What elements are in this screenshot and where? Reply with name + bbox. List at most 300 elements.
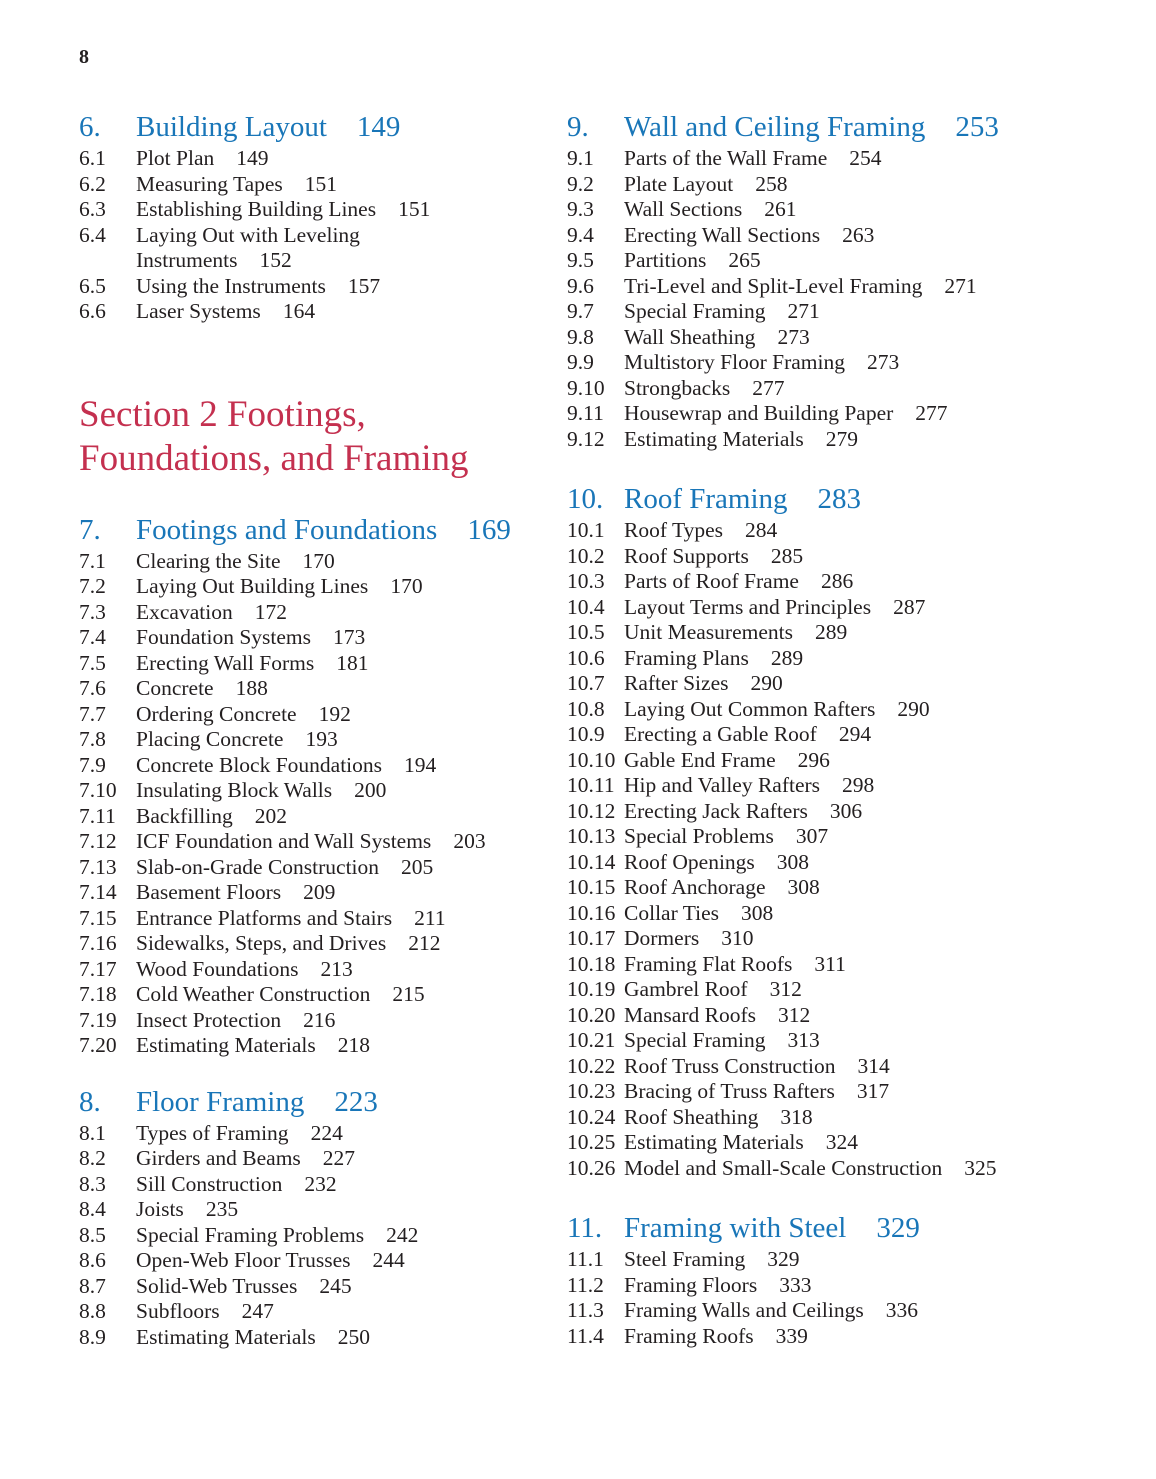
toc-entry[interactable] <box>79 197 549 223</box>
entry-body <box>624 926 1037 952</box>
toc-entry[interactable] <box>79 702 549 728</box>
entry-number: 7.18 <box>79 982 117 1006</box>
entry-number: 10.6 <box>567 645 605 670</box>
entry-page: 290 <box>750 671 783 695</box>
entry-title: Erecting Wall Forms <box>136 650 315 675</box>
toc-entry[interactable] <box>567 1130 1037 1156</box>
entry-number: 7.4 <box>79 625 106 649</box>
entry-body <box>624 773 1037 799</box>
toc-entry[interactable] <box>567 427 1037 453</box>
toc-entry[interactable] <box>567 850 1037 876</box>
toc-entry[interactable] <box>567 1079 1037 1105</box>
chapter-9 <box>567 108 1037 452</box>
toc-entry[interactable] <box>79 1248 549 1274</box>
entry-number: 7.20 <box>79 1033 117 1057</box>
entry-page: 172 <box>254 599 287 624</box>
entry-number: 10.21 <box>567 1028 616 1052</box>
entry-page: 250 <box>337 1324 370 1349</box>
toc-entry[interactable] <box>567 671 1037 697</box>
entry-page: 336 <box>885 1298 918 1322</box>
entry-body <box>624 1105 1037 1131</box>
toc-entry[interactable] <box>567 1028 1037 1054</box>
entry-title: Estimating Materials <box>136 1033 316 1057</box>
entry-body <box>136 1274 549 1300</box>
entry-page: 149 <box>236 146 269 170</box>
entry-title: Plot Plan <box>136 146 215 170</box>
toc-entry[interactable] <box>567 1247 1037 1273</box>
entry-number: 11.3 <box>567 1298 604 1322</box>
entry-body <box>136 1033 549 1059</box>
toc-entry[interactable] <box>567 544 1037 570</box>
entry-page: 271 <box>944 273 977 298</box>
entry-title: Collar Ties <box>624 900 719 925</box>
chapter-title: Floor Framing <box>136 1085 305 1118</box>
entry-page: 242 <box>386 1222 419 1247</box>
entry-body <box>624 824 1037 850</box>
entry-number: 11.4 <box>567 1323 604 1348</box>
toc-entry[interactable] <box>567 146 1037 172</box>
entry-body <box>624 427 1037 453</box>
entry-page: 218 <box>337 1033 370 1057</box>
toc-entry[interactable] <box>567 875 1037 901</box>
entry-body <box>624 595 1037 621</box>
chapter-page: 149 <box>356 111 401 143</box>
toc-entry[interactable] <box>567 172 1037 198</box>
toc-entry[interactable] <box>567 1054 1037 1080</box>
toc-entry[interactable] <box>79 1274 549 1300</box>
entry-number: 9.3 <box>567 197 594 221</box>
toc-entry[interactable] <box>567 401 1037 427</box>
entry-body <box>136 1299 549 1325</box>
toc-entry[interactable] <box>567 1298 1037 1324</box>
toc-entry[interactable] <box>79 299 549 325</box>
entry-page: 200 <box>354 778 387 802</box>
section-title-line-2: Foundations, and Framing <box>79 437 469 479</box>
entry-page: 306 <box>829 798 863 823</box>
entry-number: 6.1 <box>79 146 106 170</box>
entry-body <box>136 880 549 906</box>
entry-body <box>624 1273 1037 1299</box>
entry-title: Special Framing Problems <box>136 1222 365 1247</box>
entry-title: Laying Out Building Lines <box>136 574 369 598</box>
toc-entry[interactable] <box>79 1146 549 1172</box>
toc-entry[interactable] <box>79 1121 549 1147</box>
toc-entry[interactable] <box>79 804 549 830</box>
toc-entry[interactable] <box>79 855 549 881</box>
entry-number: 7.8 <box>79 727 106 751</box>
entry-title: Cold Weather Construction <box>136 982 371 1006</box>
entry-page: 181 <box>336 650 369 675</box>
toc-entry[interactable] <box>79 880 549 906</box>
entry-title: Model and Small-Scale Construction <box>624 1155 943 1180</box>
entry-number: 10.13 <box>567 824 616 848</box>
entry-title: Joists <box>136 1197 184 1221</box>
toc-entry[interactable] <box>79 957 549 983</box>
entry-body <box>624 1054 1037 1080</box>
toc-entry[interactable] <box>79 753 549 779</box>
entry-body <box>624 1324 1037 1350</box>
entry-body <box>136 1008 549 1034</box>
chapter-heading[interactable] <box>567 108 1037 146</box>
entry-number: 11.1 <box>567 1247 604 1271</box>
entry-number: 10.11 <box>567 773 615 797</box>
chapter-heading[interactable] <box>79 511 549 549</box>
toc-entry[interactable] <box>79 549 549 575</box>
entry-body <box>624 325 1037 351</box>
entry-title: Laying Out Common Rafters <box>624 696 876 721</box>
toc-entry[interactable] <box>567 376 1037 402</box>
chapter-heading[interactable] <box>567 1209 1037 1247</box>
entry-number: 10.18 <box>567 951 616 976</box>
entry-page: 317 <box>856 1079 890 1103</box>
toc-entry[interactable] <box>567 901 1037 927</box>
entry-number: 9.4 <box>567 222 594 247</box>
entry-body <box>136 829 549 855</box>
entry-title: Wall Sheathing <box>624 324 756 349</box>
toc-entry[interactable] <box>79 982 549 1008</box>
toc-entry[interactable] <box>567 646 1037 672</box>
chapter-10 <box>567 480 1037 1181</box>
entry-title: Measuring Tapes <box>136 171 283 196</box>
entry-page: 312 <box>769 977 802 1001</box>
entry-title: Concrete Block Foundations <box>136 752 383 777</box>
entry-page: 192 <box>318 701 351 726</box>
entry-page: 310 <box>721 926 754 950</box>
entry-number: 10.8 <box>567 696 605 721</box>
entry-page: 308 <box>741 900 774 925</box>
entry-page: 170 <box>302 548 335 573</box>
entry-title: Dormers <box>624 926 700 950</box>
entry-title: Framing Walls and Ceilings <box>624 1298 864 1322</box>
entry-body <box>136 172 549 198</box>
entry-title: Wood Foundations <box>136 956 299 981</box>
entry-title: Framing Plans <box>624 645 749 670</box>
entry-body <box>624 1247 1037 1273</box>
entry-body <box>624 1003 1037 1029</box>
entry-title: Estimating Materials <box>136 1324 316 1349</box>
entry-page: 308 <box>776 849 810 874</box>
chapter-8 <box>79 1083 549 1351</box>
entry-number: 7.10 <box>79 778 117 802</box>
entry-number: 9.5 <box>567 248 594 272</box>
entry-body <box>624 799 1037 825</box>
entry-title: Girders and Beams <box>136 1146 301 1170</box>
entry-page: 212 <box>408 931 441 955</box>
chapter-6 <box>79 108 549 325</box>
entry-title: Special Framing <box>624 1028 766 1052</box>
toc-entry[interactable] <box>567 722 1037 748</box>
entry-body <box>136 1248 549 1274</box>
toc-entry[interactable] <box>79 1172 549 1198</box>
toc-entry[interactable] <box>567 824 1037 850</box>
entry-number: 9.8 <box>567 324 594 349</box>
toc-entry[interactable] <box>79 778 549 804</box>
chapter-heading[interactable] <box>79 1083 549 1121</box>
toc-entry[interactable] <box>79 1197 549 1223</box>
entry-number: 8.3 <box>79 1171 106 1196</box>
entry-number: 11.2 <box>567 1272 604 1297</box>
entry-title: Framing Roofs <box>624 1323 754 1348</box>
entry-number: 7.11 <box>79 803 116 828</box>
toc-entry[interactable] <box>567 977 1037 1003</box>
entry-page: 289 <box>814 620 848 644</box>
toc-entry[interactable] <box>79 223 549 274</box>
entry-page: 213 <box>320 956 353 981</box>
entry-page: 271 <box>787 299 820 323</box>
entry-number: 10.19 <box>567 977 616 1001</box>
entry-title: Gambrel Roof <box>624 977 748 1001</box>
entry-number: 9.10 <box>567 375 605 400</box>
entry-title: Slab-on-Grade Construction <box>136 854 380 879</box>
toc-entry[interactable] <box>79 829 549 855</box>
entry-page: 286 <box>820 569 854 593</box>
entry-page: 235 <box>205 1197 239 1221</box>
entry-number: 10.16 <box>567 900 616 925</box>
entry-number: 9.6 <box>567 273 594 298</box>
toc-entry[interactable] <box>79 574 549 600</box>
entry-number: 10.15 <box>567 875 616 899</box>
entry-title: Wall Sections <box>624 197 743 221</box>
toc-entry[interactable] <box>567 518 1037 544</box>
toc-entry[interactable] <box>567 773 1037 799</box>
entry-body <box>136 1172 549 1198</box>
entry-page: 216 <box>303 1007 336 1032</box>
toc-entry[interactable] <box>79 600 549 626</box>
entry-number: 8.4 <box>79 1197 106 1221</box>
toc-entry[interactable] <box>79 1325 549 1351</box>
entry-number: 8.7 <box>79 1273 106 1298</box>
entry-number: 10.10 <box>567 747 616 772</box>
toc-entry[interactable] <box>567 1324 1037 1350</box>
toc-entry[interactable] <box>567 274 1037 300</box>
entry-title: Housewrap and Building Paper <box>624 401 894 425</box>
entry-page: 224 <box>310 1120 343 1145</box>
toc-entry[interactable] <box>567 325 1037 351</box>
entry-number: 9.7 <box>567 299 594 323</box>
entry-number: 10.3 <box>567 569 605 593</box>
chapter-number: 8. <box>79 1085 101 1118</box>
toc-entry[interactable] <box>79 1008 549 1034</box>
entry-title: Subfloors <box>136 1299 220 1323</box>
entry-body <box>624 646 1037 672</box>
toc-entry[interactable] <box>79 625 549 651</box>
entry-body <box>136 931 549 957</box>
entry-number: 7.7 <box>79 701 106 726</box>
toc-entry[interactable] <box>79 651 549 677</box>
entry-title: Mansard Roofs <box>624 1002 756 1027</box>
toc-entry[interactable] <box>79 1033 549 1059</box>
entry-page: 215 <box>392 982 425 1006</box>
entry-number: 7.5 <box>79 650 106 675</box>
toc-entry[interactable] <box>567 1273 1037 1299</box>
entry-title: Roof Supports <box>624 543 749 568</box>
chapter-number: 10. <box>567 483 604 515</box>
chapter-title: Wall and Ceiling Framing <box>624 111 926 143</box>
entry-body <box>624 172 1037 198</box>
entry-body <box>624 1028 1037 1054</box>
entry-body <box>624 518 1037 544</box>
entry-body <box>136 625 549 651</box>
entry-page: 313 <box>787 1028 820 1052</box>
chapter-number: 9. <box>567 111 589 143</box>
entry-body <box>624 376 1037 402</box>
entry-page: 265 <box>728 248 761 272</box>
toc-entry[interactable] <box>567 197 1037 223</box>
entry-body <box>624 850 1037 876</box>
toc-entry[interactable] <box>567 350 1037 376</box>
entry-body <box>136 1146 549 1172</box>
entry-page: 284 <box>745 518 778 542</box>
toc-entry[interactable] <box>567 952 1037 978</box>
entry-title: Establishing Building Lines <box>136 197 377 221</box>
entry-number: 7.17 <box>79 956 117 981</box>
entry-body <box>624 977 1037 1003</box>
entry-number: 7.13 <box>79 854 117 879</box>
entry-page: 311 <box>814 951 846 976</box>
toc-entry[interactable] <box>567 569 1037 595</box>
toc-entry[interactable] <box>567 1105 1037 1131</box>
entry-body <box>136 651 549 677</box>
entry-page: 279 <box>825 426 858 451</box>
toc-entry[interactable] <box>567 748 1037 774</box>
entry-title: Laying Out with Leveling Instruments <box>136 222 360 272</box>
entry-number: 7.2 <box>79 574 106 598</box>
entry-body <box>136 778 549 804</box>
page-number: 8 <box>79 46 89 68</box>
entry-body <box>624 952 1037 978</box>
toc-entry[interactable] <box>567 799 1037 825</box>
entry-title: Roof Anchorage <box>624 875 766 899</box>
chapter-heading[interactable] <box>567 480 1037 518</box>
chapter-title: Roof Framing <box>624 483 788 515</box>
entry-page: 296 <box>797 747 830 772</box>
entry-page: 261 <box>764 197 797 221</box>
toc-entry[interactable] <box>567 926 1037 952</box>
entry-number: 10.22 <box>567 1053 616 1078</box>
entry-page: 202 <box>254 803 287 828</box>
toc-entry[interactable] <box>567 1156 1037 1182</box>
entry-page: 170 <box>390 574 423 598</box>
toc-entry[interactable] <box>567 299 1037 325</box>
entry-number: 10.26 <box>567 1155 616 1180</box>
entry-title: Parts of the Wall Frame <box>624 146 828 170</box>
entry-title: Backfilling <box>136 803 233 828</box>
entry-page: 287 <box>893 594 926 619</box>
chapter-heading[interactable] <box>79 108 549 146</box>
entry-page: 152 <box>259 248 292 272</box>
entry-page: 298 <box>842 773 875 797</box>
entry-page: 157 <box>347 273 381 298</box>
entry-page: 325 <box>964 1155 997 1180</box>
toc-entry-list <box>79 1121 549 1351</box>
entry-title: Foundation Systems <box>136 625 312 649</box>
entry-page: 173 <box>333 625 366 649</box>
entry-body <box>624 1079 1037 1105</box>
entry-page: 258 <box>755 171 788 196</box>
entry-title: Bracing of Truss Rafters <box>624 1079 835 1103</box>
toc-entry[interactable] <box>567 620 1037 646</box>
toc-entry[interactable] <box>79 727 549 753</box>
entry-number: 7.12 <box>79 829 117 853</box>
entry-page: 244 <box>372 1248 405 1272</box>
toc-entry[interactable] <box>567 1003 1037 1029</box>
entry-number: 8.8 <box>79 1299 106 1323</box>
chapter-number: 6. <box>79 111 101 143</box>
toc-entry[interactable] <box>79 1223 549 1249</box>
entry-body <box>624 146 1037 172</box>
entry-title: Steel Framing <box>624 1247 746 1271</box>
toc-entry[interactable] <box>79 146 549 172</box>
entry-body <box>624 223 1037 249</box>
entry-number: 6.4 <box>79 222 106 247</box>
entry-page: 188 <box>235 676 268 700</box>
entry-title: Framing Floors <box>624 1272 758 1297</box>
entry-title: Placing Concrete <box>136 727 284 751</box>
toc-entry[interactable] <box>79 676 549 702</box>
entry-page: 205 <box>401 854 434 879</box>
toc-entry[interactable] <box>79 172 549 198</box>
toc-entry-list <box>79 146 549 325</box>
entry-page: 194 <box>404 752 437 777</box>
toc-entry[interactable] <box>567 697 1037 723</box>
entry-number: 10.12 <box>567 798 616 823</box>
chapter-title: Building Layout <box>136 111 327 143</box>
entry-title: Laser Systems <box>136 299 261 323</box>
entry-number: 10.14 <box>567 849 616 874</box>
entry-body <box>136 727 549 753</box>
entry-number: 7.6 <box>79 676 106 700</box>
entry-page: 294 <box>838 722 872 746</box>
toc-entry[interactable] <box>79 1299 549 1325</box>
chapter-title: Framing with Steel <box>624 1212 847 1244</box>
entry-body <box>136 549 549 575</box>
entry-page: 164 <box>282 299 316 323</box>
entry-body <box>136 1197 549 1223</box>
entry-page: 245 <box>319 1273 352 1298</box>
entry-title: Roof Types <box>624 518 724 542</box>
entry-number: 9.1 <box>567 146 594 170</box>
toc-entry-list <box>567 146 1037 452</box>
toc-entry[interactable] <box>567 248 1037 274</box>
entry-page: 308 <box>787 875 820 899</box>
entry-number: 10.23 <box>567 1079 616 1103</box>
entry-title: Gable End Frame <box>624 747 776 772</box>
entry-page: 254 <box>849 146 882 170</box>
toc-entry[interactable] <box>567 595 1037 621</box>
toc-entry[interactable] <box>79 906 549 932</box>
entry-body <box>624 1130 1037 1156</box>
entry-body <box>136 804 549 830</box>
toc-entry[interactable] <box>79 274 549 300</box>
entry-page: 247 <box>241 1299 274 1323</box>
toc-entry[interactable] <box>567 223 1037 249</box>
entry-title: Hip and Valley Rafters <box>624 773 821 797</box>
entry-page: 193 <box>305 727 338 751</box>
entry-page: 277 <box>752 375 785 400</box>
entry-page: 324 <box>825 1130 858 1154</box>
entry-title: Erecting a Gable Roof <box>624 722 817 746</box>
entry-number: 9.12 <box>567 426 605 451</box>
entry-number: 7.14 <box>79 880 117 904</box>
entry-number: 10.9 <box>567 722 605 746</box>
entry-page: 285 <box>770 543 804 568</box>
entry-body <box>624 274 1037 300</box>
entry-number: 8.5 <box>79 1222 106 1247</box>
toc-entry[interactable] <box>79 931 549 957</box>
entry-title: Entrance Platforms and Stairs <box>136 905 393 930</box>
entry-number: 7.15 <box>79 905 117 930</box>
entry-page: 273 <box>866 350 900 374</box>
